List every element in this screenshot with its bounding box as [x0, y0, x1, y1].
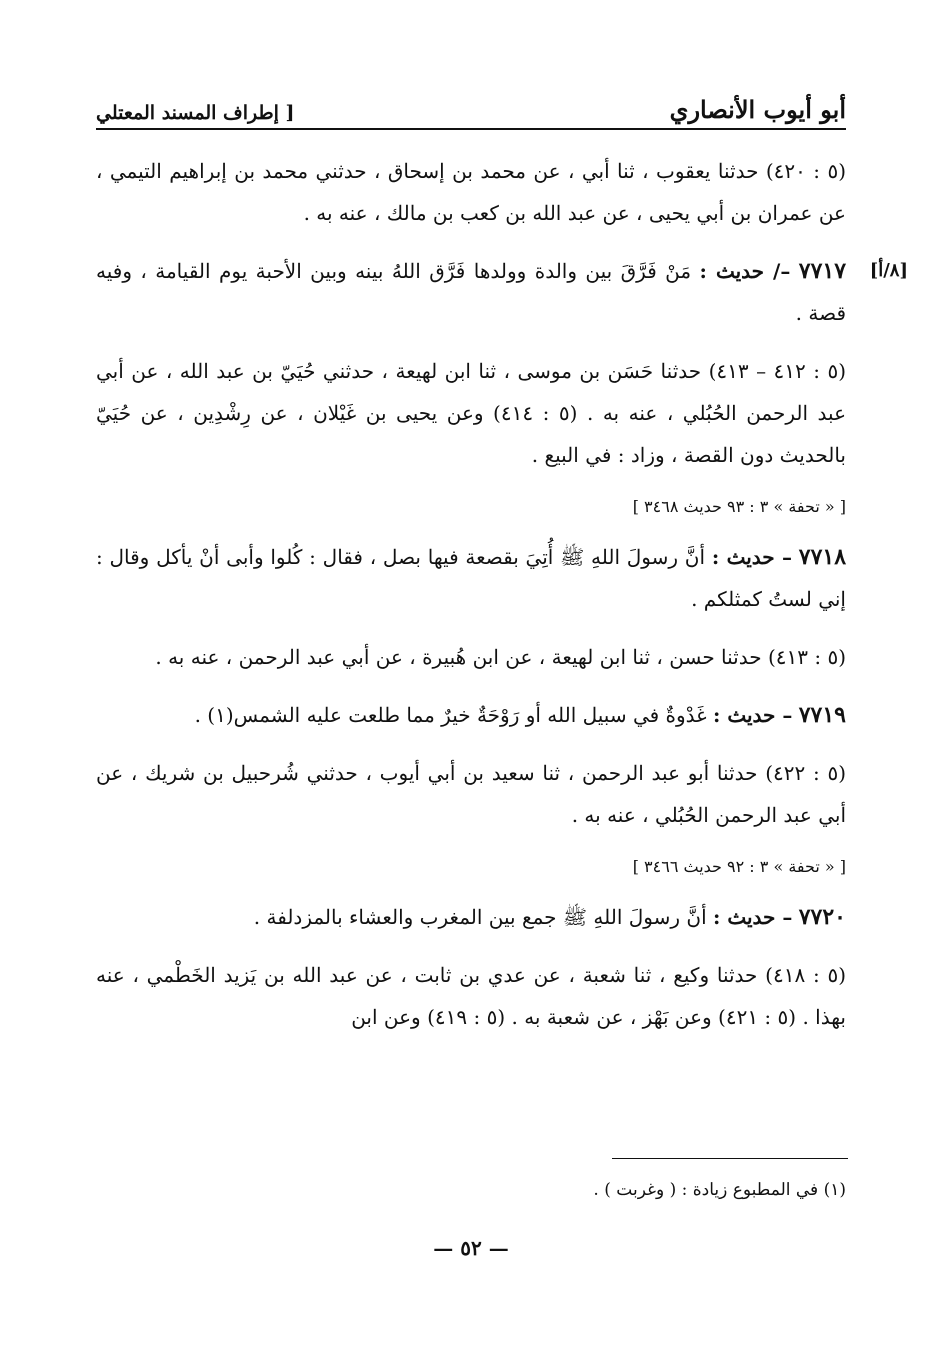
- tuhfa-reference: [96, 492, 846, 522]
- page-number: — ٥٢ —: [433, 1236, 509, 1260]
- hadith-lead: – حديث :: [713, 905, 793, 929]
- hadith-text: مَنْ فَرَّقَ بين والدة وولدها فَرَّق اللهُ بينه وبين الأحبة يوم القيامة ، وفيه قصة .: [96, 259, 846, 325]
- paragraph-text: (٥ : ٤١٣) حدثنا حسن ، ثنا ابن لهيعة ، عن ابن هُبيرة ، عن أبي عبد الرحمن ، عنه به .: [155, 645, 846, 669]
- hadith-text: أنَّ رسولَ اللهِ ﷺ جمع بين المغرب والعشاء بالمزدلفة .: [253, 905, 707, 929]
- margin-folio-ref: [٨/أ]: [869, 260, 908, 281]
- reference-text: [ « تحفة » ٣ : ٩٣ حديث ٣٤٦٨ ]: [632, 497, 846, 516]
- hadith-entry-7720: [96, 896, 846, 938]
- footnote: (١) في المطبوع زيادة : ( وغربت ) .: [593, 1180, 846, 1200]
- footnote-divider: [612, 1158, 848, 1159]
- hadith-number: ٧٧١٧: [798, 258, 847, 284]
- header-book-title: [ إطراف المسند المعتلي: [96, 102, 295, 124]
- hadith-number: ٧٧٢٠: [798, 904, 846, 930]
- hadith-lead: – حديث :: [711, 545, 792, 569]
- hadith-entry-7718: [96, 536, 846, 620]
- isnad-paragraph: [96, 954, 846, 1038]
- hadith-number: ٧٧١٩: [798, 702, 846, 728]
- paragraph-text: (٥ : ٤٢٠) حدثنا يعقوب ، ثنا أبي ، عن محمد بن إسحاق ، حدثني محمد بن إبراهيم التيمي ، عن عمران بن أبي يحيى ، عن عبد الله بن كعب بن مالك ، عنه به .: [96, 159, 846, 225]
- hadith-text: غَدْوةٌ في سبيل الله أو رَوْحَةٌ خيرٌ مما طلعت عليه الشمس(١) .: [194, 703, 707, 727]
- hadith-number: ٧٧١٨: [798, 544, 847, 570]
- hadith-entry-7717: [96, 250, 908, 334]
- running-header: [96, 86, 846, 130]
- hadith-entry-7719: [96, 694, 846, 736]
- isnad-paragraph: [96, 636, 846, 678]
- paragraph-text: (٥ : ٤١٨) حدثنا وكيع ، ثنا شعبة ، عن عدي بن ثابت ، عن عبد الله بن يَزيد الخَطْمي ، عنه بهذا . (٥ : ٤٢١) وعن بَهْز ، عن شعبة به . (٥ : ٤١٩) وعن ابن: [96, 963, 846, 1029]
- hadith-lead: –/ حديث :: [699, 259, 791, 283]
- isnad-paragraph: [96, 350, 846, 476]
- paragraph-text: (٥ : ٤١٢ – ٤١٣) حدثنا حَسَن بن موسى ، ثنا ابن لهيعة ، حدثني حُيَيّ بن عبد الله ، عن أبي عبد الرحمن الحُبُلي ، عنه به . (٥ : ٤١٤) وعن يحيى بن غَيْلان ، عن رِشْدِين ، عن حُيَيّ بالحديث دون القصة ، وزاد : في البيع .: [96, 359, 847, 467]
- hadith-text: أنَّ رسولَ اللهِ ﷺ أُتِيَ بقصعة فيها بصل ، فقال : كُلوا وأبى أنْ يأكل وقال : إني لستُ كمثلكم .: [96, 545, 846, 611]
- header-chapter-title: أبو أيوب الأنصاري: [669, 95, 846, 124]
- isnad-paragraph: [96, 752, 846, 836]
- paragraph-text: (٥ : ٤٢٢) حدثنا أبو عبد الرحمن ، ثنا سعيد بن أبي أيوب ، حدثني شُرحبيل بن شريك ، عن أبي عبد الرحمن الحُبُلي ، عنه به .: [96, 761, 847, 827]
- page-body: [96, 150, 908, 1054]
- hadith-lead: – حديث :: [713, 703, 793, 727]
- isnad-paragraph: [96, 150, 846, 234]
- reference-text: [ « تحفة » ٣ : ٩٢ حديث ٣٤٦٦ ]: [632, 857, 846, 876]
- tuhfa-reference: [96, 852, 846, 882]
